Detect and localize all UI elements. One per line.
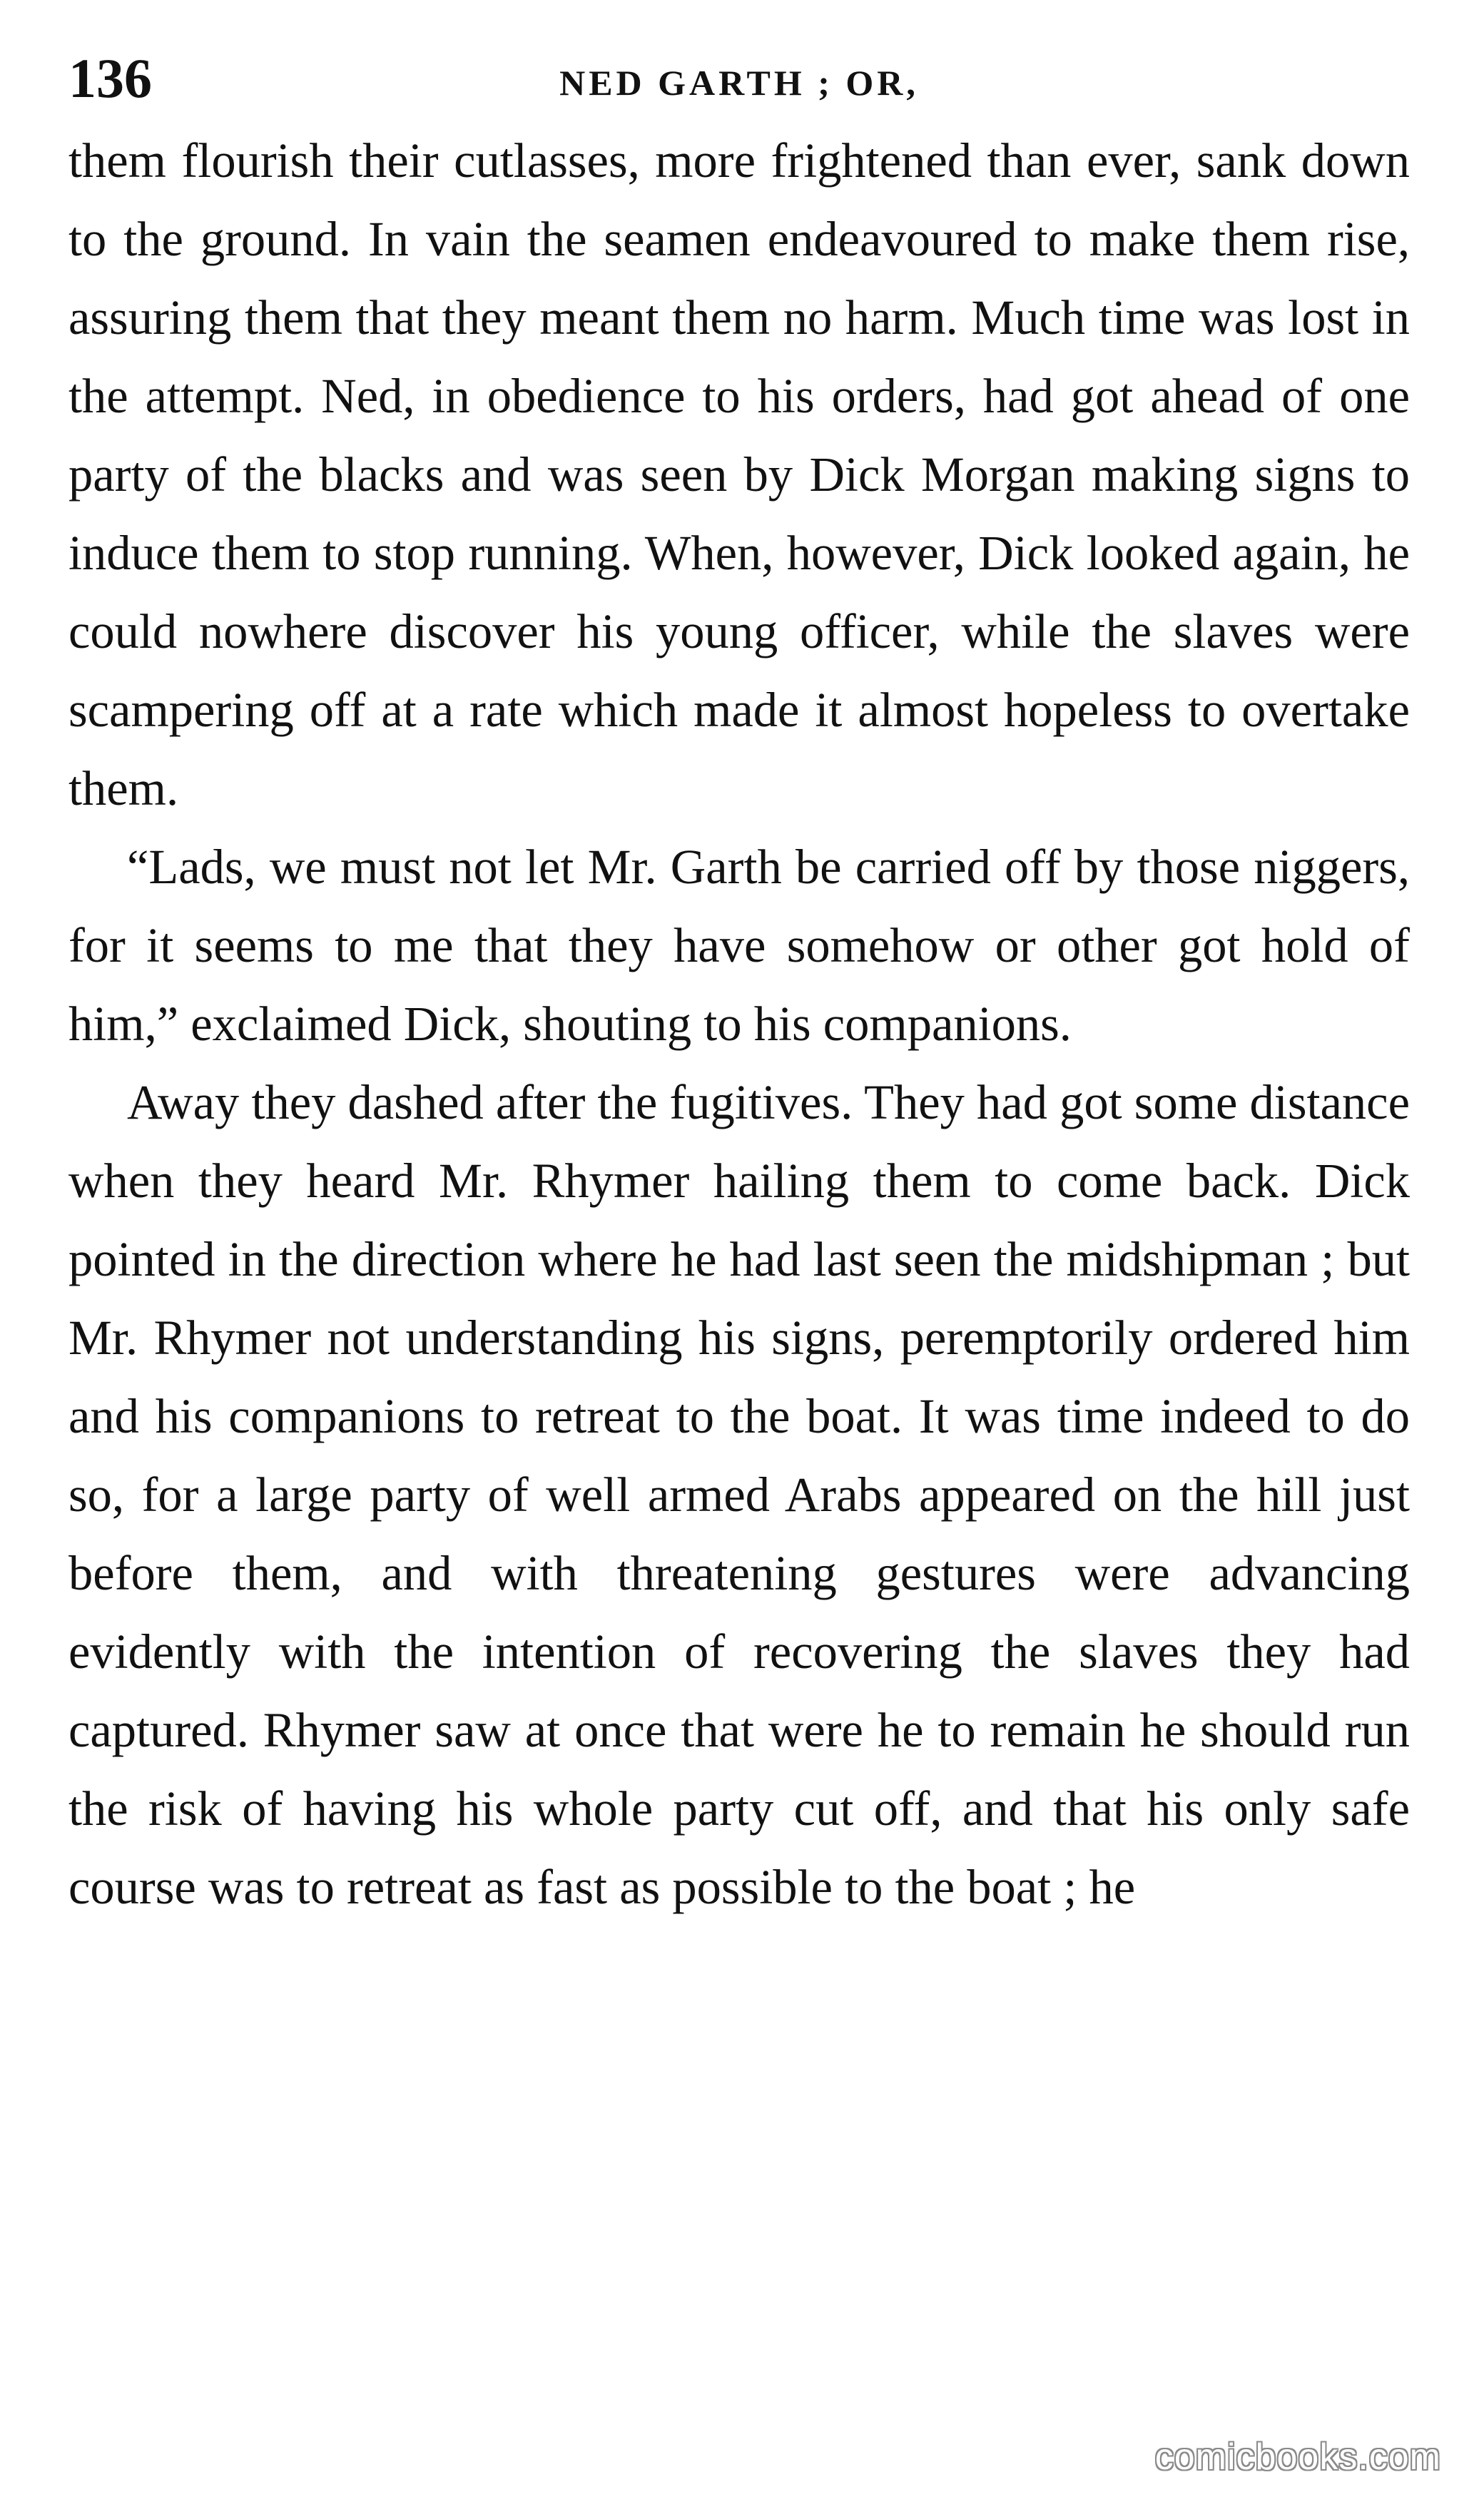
body-text — [68, 121, 1410, 1926]
paragraph-3: Away they dashed after the fugitives. They had got some distance when they heard Mr. Rhymer hailing them to come back. Dick pointed in the direction where he had last seen the midshipman ; but Mr. Rhymer not understanding his signs, peremptorily ordered him and his companions to retreat to the boat. It was time indeed to do so, for a large party of well armed Arabs appeared on the hill just before them, and with threatening gestures were advancing evidently with the intention of recovering the slaves they had captured. Rhymer saw at once that were he to remain he should run the risk of having his whole party cut off, and that his only safe course was to retreat as fast as possible to the boat ; he — [68, 1075, 1410, 1914]
page-header — [68, 43, 1410, 121]
running-title: NED GARTH ; OR, — [559, 63, 919, 103]
book-page — [68, 43, 1410, 2468]
page-number: 136 — [68, 47, 152, 109]
paragraph-1: them flourish their cutlasses, more frightened than ever, sank down to the ground. In vain the seamen endeavoured to make them rise, assuring them that they meant them no harm. Much time was lost in the attempt. Ned, in obedience to his orders, had got ahead of one party of the blacks and was seen by Dick Morgan making signs to induce them to stop running. When, however, Dick looked again, he could nowhere discover his young officer, while the slaves were scampering off at a rate which made it almost hopeless to overtake them. — [68, 133, 1410, 815]
paragraph-2: “Lads, we must not let Mr. Garth be carried off by those niggers, for it seems to me that they have somehow or other got hold of him,” exclaimed Dick, shouting to his companions. — [68, 840, 1410, 1051]
watermark-logo: comicbooks.com — [1154, 2436, 1441, 2478]
